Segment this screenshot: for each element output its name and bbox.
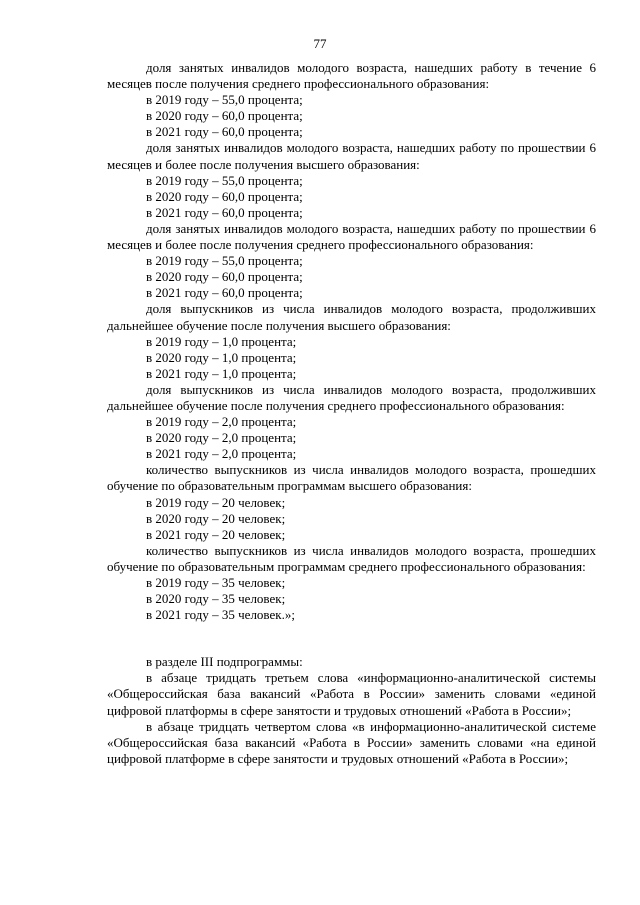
- document-body: [107, 60, 596, 767]
- list-item: в разделе III подпрограммы:: [146, 654, 303, 670]
- list-item: в 2021 году – 1,0 процента;: [146, 365, 297, 381]
- list-item: в 2021 году – 35 человек.»;: [146, 607, 295, 623]
- list-item: в 2021 году – 60,0 процента;: [146, 124, 303, 140]
- list-item: в 2020 году – 60,0 процента;: [146, 108, 303, 124]
- paragraph: доля занятых инвалидов молодого возраста, нашедших работу по прошествии 6 месяцев и более после получения высшего образования:: [107, 140, 596, 172]
- list-item: в 2019 году – 2,0 процента;: [146, 414, 297, 430]
- page-number: 77: [313, 36, 327, 51]
- paragraph: доля выпускников из числа инвалидов молодого возраста, продолживших дальнейшее обучение после получения высшего образования:: [107, 301, 596, 333]
- list-item: в 2021 году – 2,0 процента;: [146, 446, 297, 462]
- list-item: в 2021 году – 20 человек;: [146, 526, 286, 542]
- list-item: в 2020 году – 20 человек;: [146, 510, 286, 526]
- paragraph: в абзаце тридцать четвертом слова «в информационно-аналитической системе «Общероссийская база вакансий «Работа в России» заменить словами «на единой цифровой платформе в сфере занятости и трудовых отношений «Работа в России»;: [107, 718, 596, 766]
- list-item: в 2019 году – 55,0 процента;: [146, 172, 303, 188]
- list-item: в 2019 году – 20 человек;: [146, 494, 286, 510]
- paragraph: доля занятых инвалидов молодого возраста, нашедших работу по прошествии 6 месяцев и более после получения среднего профессионального образования:: [107, 220, 596, 253]
- paragraph: количество выпускников из числа инвалидов молодого возраста, прошедших обучение по образовательным программам среднего профессионального образования:: [107, 542, 596, 574]
- list-item: в 2020 году – 60,0 процента;: [146, 188, 303, 204]
- paragraph: в абзаце тридцать третьем слова «информационно-аналитической системы «Общероссийская база вакансий «Работа в России» заменить словами «единой цифровой платформы в сфере занятости и трудовых отношений «Работа в России»;: [107, 670, 596, 718]
- list-item: в 2021 году – 60,0 процента;: [146, 204, 303, 220]
- list-item: в 2019 году – 1,0 процента;: [146, 333, 297, 349]
- list-item: в 2021 году – 60,0 процента;: [146, 285, 303, 301]
- list-item: в 2019 году – 55,0 процента;: [146, 253, 303, 269]
- section-spacer: [107, 623, 596, 654]
- paragraph: доля занятых инвалидов молодого возраста, нашедших работу в течение 6 месяцев после получения среднего профессионального образования:: [107, 60, 596, 92]
- list-item: в 2020 году – 60,0 процента;: [146, 269, 303, 285]
- paragraph: количество выпускников из числа инвалидов молодого возраста, прошедших обучение по образовательным программам высшего образования:: [107, 462, 596, 494]
- list-item: в 2020 году – 1,0 процента;: [146, 349, 297, 365]
- list-item: в 2019 году – 35 человек;: [146, 575, 286, 590]
- list-item: в 2020 году – 2,0 процента;: [146, 430, 297, 446]
- list-item: в 2020 году – 35 человек;: [146, 591, 286, 607]
- paragraph: доля выпускников из числа инвалидов молодого возраста, продолживших дальнейшее обучение после получения среднего профессионального образования:: [107, 381, 596, 413]
- list-item: в 2019 году – 55,0 процента;: [146, 92, 303, 108]
